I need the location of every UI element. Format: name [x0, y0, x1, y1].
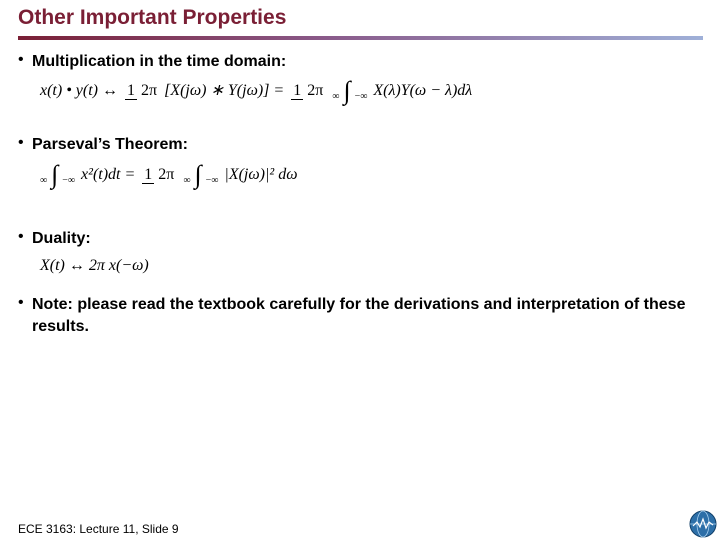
fraction-numerator: 1	[144, 166, 153, 183]
bullet-text: Parseval’s Theorem:	[32, 136, 188, 153]
bullet-note	[18, 294, 712, 338]
equation-multiplication	[40, 78, 472, 104]
globe-logo-icon	[689, 510, 717, 538]
eq-integrand: X(λ)Y(ω − λ)dλ	[373, 81, 473, 99]
integral-upper-limit: ∞	[183, 175, 191, 186]
integral-lower-limit: −∞	[354, 91, 368, 102]
bullet-parseval	[18, 134, 712, 156]
fraction-denominator: 2π	[141, 82, 158, 99]
fraction-denominator: 2π	[158, 166, 175, 183]
bullet-marker: •	[18, 51, 24, 68]
title-divider	[18, 36, 703, 40]
bullet-text: Note: please read the textbook carefully for the derivations and interpretation of these results.	[32, 296, 686, 335]
eq-lhs: x(t) • y(t) ↔	[40, 81, 119, 99]
fraction-denominator: 2π	[307, 82, 324, 99]
eq-fraction	[125, 82, 157, 100]
integral	[40, 162, 75, 188]
bullet-duality	[18, 228, 712, 250]
eq-fraction-2	[291, 82, 323, 100]
eq-convolution: [X(jω) ∗ Y(jω)] =	[164, 81, 285, 99]
integral-upper-limit: ∞	[40, 175, 48, 186]
fraction-numerator: 1	[127, 82, 136, 99]
integral-upper-limit: ∞	[332, 91, 340, 102]
slide-footer: ECE 3163: Lecture 11, Slide 9	[18, 522, 179, 536]
eq-rhs: |X(jω)|² dω	[224, 165, 298, 183]
eq-fraction	[142, 166, 174, 184]
slide-title: Other Important Properties	[18, 6, 287, 29]
bullet-text: Multiplication in the time domain:	[32, 53, 287, 70]
eq-duality: X(t) ↔ 2π x(−ω)	[40, 257, 149, 274]
bullet-marker: •	[18, 134, 24, 151]
integral-sign: ∫	[194, 160, 202, 189]
bullet-multiplication	[18, 51, 712, 73]
equation-duality	[40, 257, 149, 275]
fraction-numerator: 1	[293, 82, 302, 99]
integral-lower-limit: −∞	[62, 175, 76, 186]
integral-lower-limit: −∞	[205, 175, 219, 186]
integral-2	[183, 162, 218, 188]
integral	[332, 78, 367, 104]
bullet-text: Duality:	[32, 230, 91, 247]
eq-lhs: x²(t)dt =	[81, 165, 136, 183]
equation-parseval	[38, 162, 297, 188]
integral-sign: ∫	[343, 76, 351, 105]
bullet-marker: •	[18, 228, 24, 245]
bullet-marker: •	[18, 294, 24, 311]
integral-sign: ∫	[51, 160, 59, 189]
